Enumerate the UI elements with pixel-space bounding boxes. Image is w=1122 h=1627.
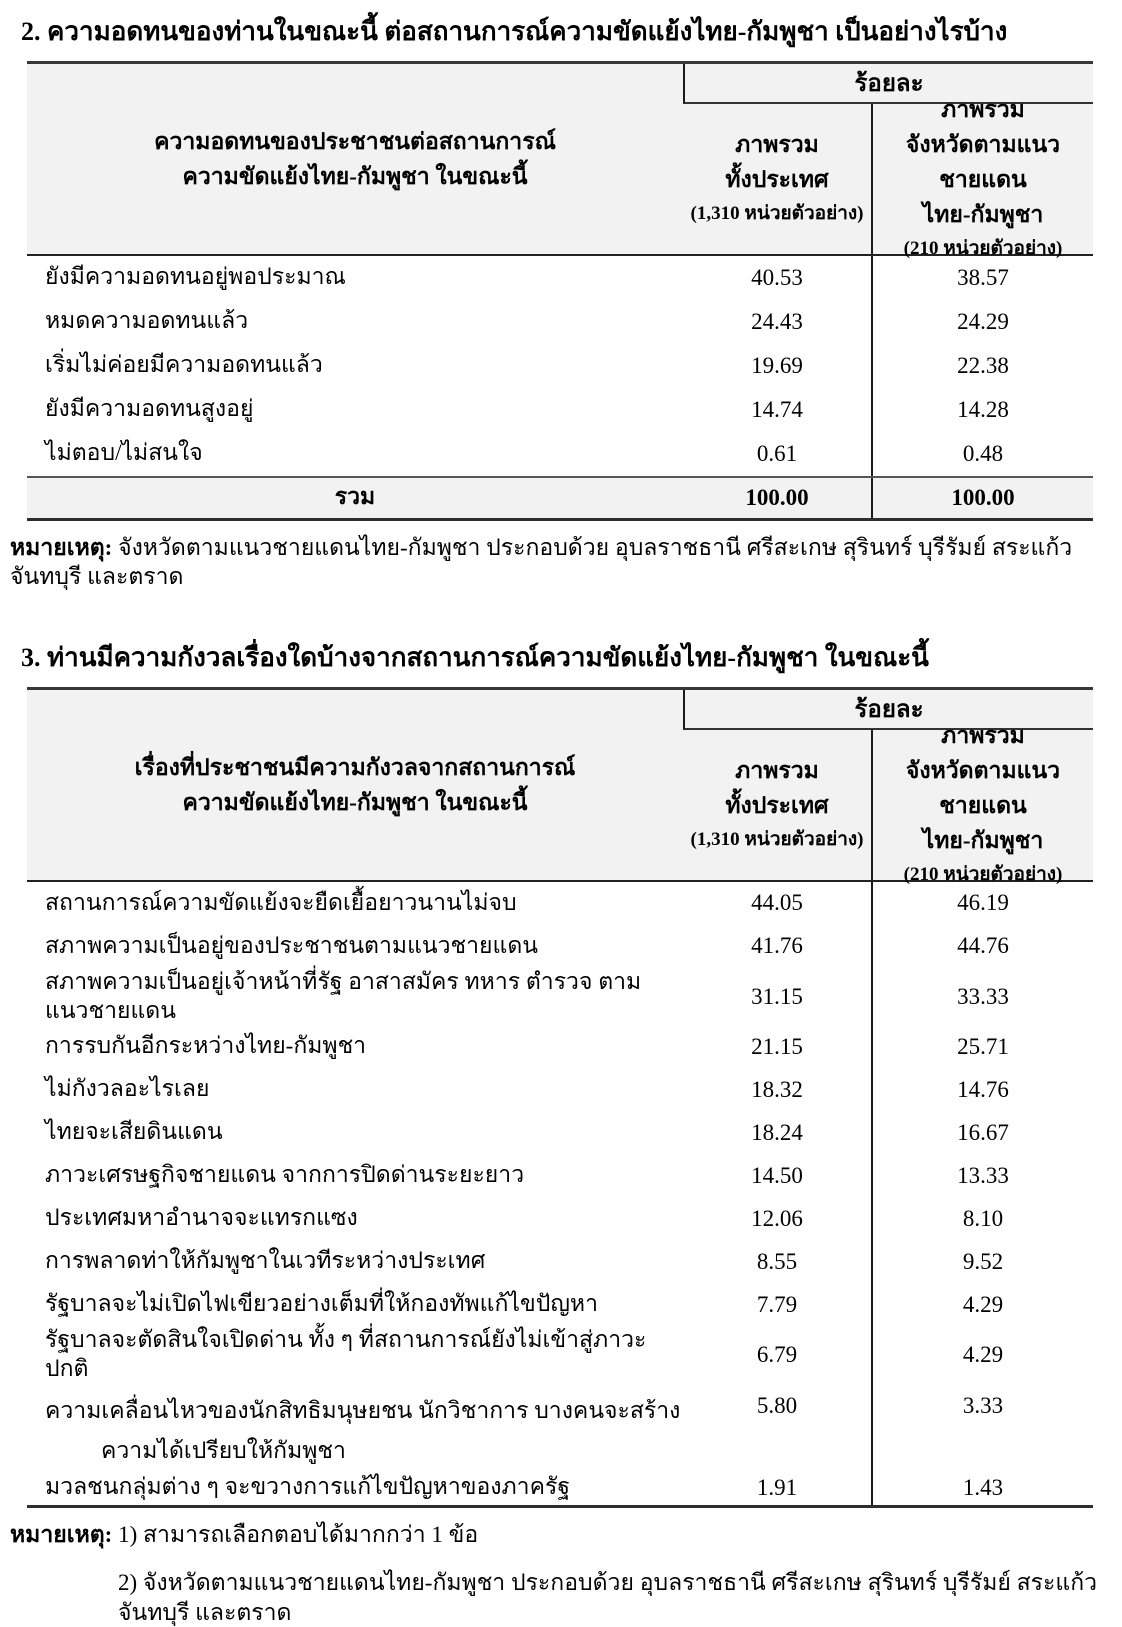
value-national: 1.91	[683, 1471, 873, 1505]
table-row	[27, 1197, 1093, 1240]
value-national: 8.55	[683, 1240, 873, 1283]
table-row	[27, 1025, 1093, 1068]
value-national: 24.43	[683, 300, 873, 344]
total-row	[27, 476, 1093, 518]
q3-note-line1	[10, 1520, 1122, 1550]
q2-col-header-national	[683, 104, 873, 254]
row-label-line1: ความเคลื่อนไหวของนักสิทธิมนุษยชน นักวิชาการ บางคนจะสร้าง	[45, 1397, 681, 1423]
value-border: 25.71	[957, 1033, 1009, 1059]
value-national: 18.24	[683, 1111, 873, 1154]
value-border: 3.33	[962, 1392, 1004, 1418]
q3-col-border-line2: จังหวัดตามแนวชายแดน	[905, 758, 1061, 819]
value-border: 33.33	[957, 983, 1009, 1009]
value-national: 19.69	[683, 344, 873, 388]
value-border: 14.28	[957, 396, 1009, 422]
q2-col-border-line3: ไทย-กัมพูชา	[922, 202, 1044, 227]
row-label: สภาพความเป็นอยู่ของประชาชนตามแนวชายแดน	[45, 932, 539, 958]
value-national: 31.15	[683, 968, 873, 1026]
q2-col-header-border-provinces	[873, 97, 1093, 259]
row-label: การรบกันอีกระหว่างไทย-กัมพูชา	[45, 1033, 367, 1059]
value-border: 8.10	[962, 1205, 1004, 1231]
table-row	[27, 388, 1093, 432]
q2-note-prefix: หมายเหตุ:	[10, 534, 113, 560]
q2-row-group-header-line2: ความขัดแย้งไทย-กัมพูชา ในขณะนี้	[182, 163, 528, 189]
value-border: 13.33	[957, 1162, 1009, 1188]
q3-table-body	[27, 882, 1093, 1505]
row-label: ประเทศมหาอำนาจจะแทรกแซง	[45, 1205, 358, 1231]
row-label: ยังมีความอดทนสูงอยู่	[45, 396, 254, 422]
q2-col-national-line1: ภาพรวม	[735, 132, 819, 157]
q3-row-group-header	[27, 690, 683, 880]
value-border: 38.57	[957, 264, 1009, 290]
q3-note-line2	[10, 1568, 1122, 1627]
row-label-line2: ความได้เปรียบให้กัมพูชา	[101, 1437, 346, 1463]
row-label: รัฐบาลจะตัดสินใจเปิดด่าน ทั้ง ๆ ที่สถานการณ์ยังไม่เข้าสู่ภาวะปกติ	[45, 1327, 647, 1382]
section-question-2	[0, 16, 1122, 592]
row-label: สภาพความเป็นอยู่เจ้าหน้าที่รัฐ อาสาสมัคร ทหาร ตำรวจ ตามแนวชายแดน	[45, 968, 642, 1023]
table-row	[27, 1154, 1093, 1197]
q3-table-header	[27, 690, 1093, 886]
q2-title: 2. ความอดทนของท่านในขณะนี้ ต่อสถานการณ์ความขัดแย้งไทย-กัมพูชา เป็นอย่างไรบ้าง	[21, 17, 1008, 46]
q2-percent-span-header: ร้อยละ	[683, 64, 1093, 104]
row-label: รัฐบาลจะไม่เปิดไฟเขียวอย่างเต็มที่ให้กองทัพแก้ไขปัญหา	[45, 1291, 598, 1317]
total-value-border: 100.00	[951, 484, 1015, 510]
q3-percent-span-header: ร้อยละ	[683, 690, 1093, 730]
table-row	[27, 1326, 1093, 1384]
row-label: เริ่มไม่ค่อยมีความอดทนแล้ว	[45, 352, 323, 378]
table-row	[27, 1111, 1093, 1154]
table-row	[27, 925, 1093, 968]
q3-col-national-line1: ภาพรวม	[735, 758, 819, 784]
row-label: ไม่ตอบ/ไม่สนใจ	[45, 440, 203, 466]
value-national: 41.76	[683, 925, 873, 968]
value-national: 0.61	[683, 432, 873, 476]
value-national: 14.74	[683, 388, 873, 432]
value-border: 0.48	[962, 440, 1004, 466]
q2-table-body	[27, 256, 1093, 518]
q3-row-group-header-line1: เรื่องที่ประชาชนมีความกังวลจากสถานการณ์	[134, 754, 576, 780]
q2-table-header	[27, 64, 1093, 259]
row-label: ไม่กังวลอะไรเลย	[45, 1076, 210, 1102]
q2-col-national-line2: ทั้งประเทศ	[725, 167, 829, 192]
value-border: 1.43	[962, 1474, 1004, 1500]
table-row	[27, 432, 1093, 476]
row-label: มวลชนกลุ่มต่าง ๆ จะขวางการแก้ไขปัญหาของภาครัฐ	[45, 1474, 571, 1500]
q2-note	[10, 533, 1122, 593]
value-national: 12.06	[683, 1197, 873, 1240]
value-national: 6.79	[683, 1326, 873, 1384]
q3-title: 3. ท่านมีความกังวลเรื่องใดบ้างจากสถานการณ์ความขัดแย้งไทย-กัมพูชา ในขณะนี้	[21, 643, 929, 673]
q3-row-group-header-line2: ความขัดแย้งไทย-กัมพูชา ในขณะนี้	[182, 789, 528, 815]
q3-col-national-line2: ทั้งประเทศ	[725, 793, 829, 819]
value-national: 5.80	[683, 1384, 873, 1471]
row-label: การพลาดท่าให้กัมพูชาในเวทีระหว่างประเทศ	[45, 1248, 486, 1274]
table-row	[27, 344, 1093, 388]
row-label: ภาวะเศรษฐกิจชายแดน จากการปิดด่านระยะยาว	[45, 1162, 525, 1188]
value-national: 7.79	[683, 1283, 873, 1326]
table-row	[27, 1283, 1093, 1326]
row-label: หมดความอดทนแล้ว	[45, 308, 249, 334]
q2-col-border-sample-size: (210 หน่วยตัวอย่าง)	[903, 238, 1063, 259]
row-label: ยังมีความอดทนอยู่พอประมาณ	[45, 264, 346, 290]
q2-col-national-sample-size: (1,310 หน่วยตัวอย่าง)	[690, 203, 864, 224]
value-national: 44.05	[683, 882, 873, 925]
q2-row-group-header-line1: ความอดทนของประชาชนต่อสถานการณ์	[154, 128, 556, 154]
q3-col-border-line1: ภาพรวม	[941, 723, 1025, 749]
row-label: ไทยจะเสียดินแดน	[45, 1119, 223, 1145]
row-label	[27, 1384, 683, 1471]
total-label: รวม	[334, 484, 376, 510]
value-national: 40.53	[683, 256, 873, 300]
table-row	[27, 300, 1093, 344]
q3-col-border-sample-size: (210 หน่วยตัวอย่าง)	[903, 864, 1063, 886]
value-border: 22.38	[957, 352, 1009, 378]
table-row	[27, 256, 1093, 300]
value-border: 14.76	[957, 1076, 1009, 1102]
q3-note-prefix: หมายเหตุ:	[10, 1521, 113, 1547]
value-border: 24.29	[957, 308, 1009, 334]
q3-table	[27, 687, 1093, 1508]
row-label: สถานการณ์ความขัดแย้งจะยืดเยื้อยาวนานไม่จบ	[45, 889, 517, 915]
table-row	[27, 882, 1093, 925]
q2-note-text: จังหวัดตามแนวชายแดนไทย-กัมพูชา ประกอบด้วย อุบลราชธานี ศรีสะเกษ สุรินทร์ บุรีรัมย์ สระแก้ว จันทบุรี และตราด	[10, 534, 1073, 590]
value-national: 21.15	[683, 1025, 873, 1068]
value-border: 4.29	[962, 1291, 1004, 1317]
q3-col-header-national	[683, 730, 873, 880]
total-value-national: 100.00	[683, 478, 873, 518]
q3-note-item-2: 2) จังหวัดตามแนวชายแดนไทย-กัมพูชา ประกอบด้วย อุบลราชธานี ศรีสะเกษ สุรินทร์ บุรีรัมย์ สระแก้ว จันทบุรี และตราด	[118, 1569, 1098, 1625]
value-border: 9.52	[962, 1248, 1004, 1274]
table-row	[27, 1384, 1093, 1471]
value-border: 46.19	[957, 890, 1009, 916]
table-row	[27, 968, 1093, 1026]
q2-row-group-header	[27, 64, 683, 254]
q3-col-header-border-provinces	[873, 723, 1093, 886]
q3-note-item-1: 1) สามารถเลือกตอบได้มากกว่า 1 ข้อ	[118, 1521, 479, 1547]
table-row	[27, 1068, 1093, 1111]
q3-col-border-line3: ไทย-กัมพูชา	[922, 828, 1044, 854]
value-border: 16.67	[957, 1119, 1009, 1145]
q3-col-national-sample-size: (1,310 หน่วยตัวอย่าง)	[690, 829, 864, 851]
value-national: 14.50	[683, 1154, 873, 1197]
value-national: 18.32	[683, 1068, 873, 1111]
table-row	[27, 1240, 1093, 1283]
q2-col-border-line1: ภาพรวม	[941, 97, 1025, 122]
section-question-3	[0, 642, 1122, 1627]
q2-table	[27, 61, 1093, 521]
table-row	[27, 1471, 1093, 1505]
value-border: 4.29	[962, 1342, 1004, 1368]
q2-col-border-line2: จังหวัดตามแนวชายแดน	[905, 132, 1061, 192]
value-border: 44.76	[957, 933, 1009, 959]
